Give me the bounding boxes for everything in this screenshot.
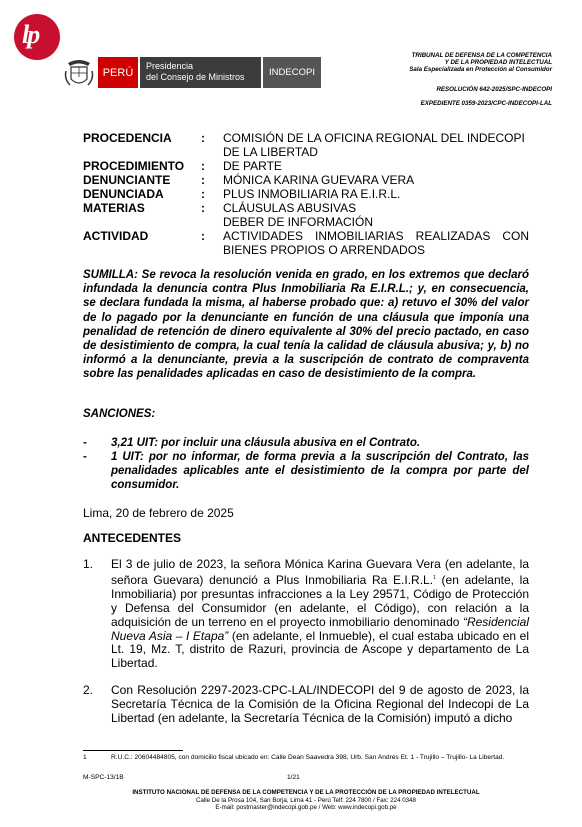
- materia-2: DEBER DE INFORMACIÓN: [223, 215, 374, 229]
- paragraph-text: [111, 558, 529, 671]
- pcm-line1: Presidencia: [146, 61, 194, 71]
- list-item: [83, 450, 529, 492]
- paragraph-text-a: El 3 de julio de 2023, la señora Mónica Karina Guevara Vera (en adelante, la señora Guevara) denunció a Plus Inmobiliaria Ra E.I.R.L.: [111, 557, 529, 587]
- meta-label: ACTIVIDAD: [83, 229, 149, 243]
- footnote-ref[interactable]: 1: [433, 574, 436, 581]
- meta-label: PROCEDIMIENTO: [83, 159, 185, 173]
- paragraph-2: [83, 684, 529, 726]
- tribunal-line2: Y DE LA PROPIEDAD INTELECTUAL: [444, 59, 552, 67]
- paragraph-number: 1.: [83, 557, 94, 571]
- meta-value: ACTIVIDADES INMOBILIARIAS REALIZADAS CON BIENES PROPIOS O ARRENDADOS: [223, 229, 529, 257]
- meta-row-procedencia: [83, 131, 529, 159]
- lp-logo: [14, 14, 60, 60]
- footnote-text: R.U.C.: 20604484805, con domicilio fiscal ubicado en: Calle Dean Saavedra 398, Urb. San Andrés Et. 1 - Trujillo – Trujillo- La Libertad.: [111, 754, 505, 761]
- pcm-line2: del Consejo de Ministros: [146, 72, 245, 82]
- indecopi-label: INDECOPI: [263, 57, 321, 88]
- meta-colon: :: [201, 131, 205, 145]
- paragraph-text-b: (en adelante, la Inmobiliaria) por presuntas infracciones a la Ley 29571, Código de Protección y Defensa del Consumidor (en adelante, el Código), con relación a la adquisición de un terreno en el proyecto inmobiliario denominado: [111, 572, 530, 629]
- meta-colon: :: [201, 229, 205, 243]
- meta-label: PROCEDENCIA: [83, 131, 172, 145]
- peru-label: PERÚ: [98, 57, 138, 88]
- meta-label: MATERIAS: [83, 201, 145, 215]
- meta-row-procedimiento: [83, 159, 529, 173]
- footer-institution: INSTITUTO NACIONAL DE DEFENSA DE LA COMPETENCIA Y DE LA PROTECCIÓN DE LA PROPIEDAD INTELECTUAL: [132, 789, 480, 796]
- footer-contact: E-mail: postmaster@indecopi.gob.pe / Web: www.indecopi.gob.pe: [215, 804, 397, 812]
- lp-logo-text: lp: [22, 20, 39, 49]
- sanciones-list: [83, 436, 529, 492]
- paragraph-text: Con Resolución 2297-2023-CPC-LAL/INDECOPI del 9 de agosto de 2023, la Secretaría Técnica de la Comisión de la Oficina Regional del Indecopi de La Libertad (en adelante, la Secretaría Técnica de la Comisión) imputó a dicho: [111, 683, 529, 725]
- meta-colon: :: [201, 201, 205, 215]
- document-date: Lima, 20 de febrero de 2025: [83, 506, 234, 520]
- meta-row-materias: [83, 201, 529, 229]
- case-metadata: [83, 131, 529, 257]
- meta-label: DENUNCIANTE: [83, 173, 171, 187]
- list-dash: -: [83, 437, 87, 449]
- meta-colon: :: [201, 173, 205, 187]
- meta-label: DENUNCIADA: [83, 187, 164, 201]
- footnote-divider: [83, 750, 183, 751]
- peru-coat-of-arms-icon: [64, 57, 94, 89]
- list-text: 1 UIT: por no informar, de forma previa a la suscripción del Contrato, las penalidades aplicables ante el desistimiento de la compra por parte del consumidor.: [111, 451, 529, 491]
- resolucion-number: RESOLUCIÓN 642-2025/SPC-INDECOPI: [436, 86, 552, 93]
- antecedentes-heading: ANTECEDENTES: [83, 531, 182, 545]
- sala-line: Sala Especializada en Protección al Consumidor: [409, 66, 552, 74]
- list-item: [83, 436, 529, 450]
- page-number: 1/21: [287, 774, 300, 781]
- meta-value: [223, 201, 529, 229]
- meta-value: DE PARTE: [223, 159, 282, 173]
- sumilla: SUMILLA: Se revoca la resolución venida en grado, en los extremos que declaró infundada la denuncia contra Plus Inmobiliaria Ra E.I.R.L.; y, en consecuencia, se declara fundada la misma, al haberse probado que: a) retuvo el 30% del valor de lo pagado por la denunciante en función de una cláusula que imponía una penalidad de retención de dinero equivalente al 30% del precio pactado, en caso de desistimiento de compra, la cual tenía la calidad de cláusula abusiva; y, b) no informó a la denunciante, previa a la suscripción de contrato de compraventa sobre las penalidades aplicadas en caso de desistimiento de la compra.: [83, 269, 529, 381]
- materia-1: CLÁUSULAS ABUSIVAS: [223, 201, 357, 215]
- expediente-number: EXPEDIENTE 0359-2023/CPC-INDECOPI-LAL: [420, 100, 552, 107]
- pcm-label: [140, 57, 261, 88]
- meta-row-actividad: [83, 229, 529, 257]
- project-name: “Residencial Nueva Asia – I Etapa”: [111, 614, 529, 643]
- meta-value: COMISIÓN DE LA OFICINA REGIONAL DEL INDECOPI DE LA LIBERTAD: [223, 131, 525, 159]
- meta-row-denunciante: [83, 173, 529, 187]
- meta-row-denunciada: [83, 187, 529, 201]
- paragraph-text-c: (en adelante, el Inmueble), el cual estaba ubicado en el Lt. 19, Mz. T, distrito de Razuri, provincia de Ascope y departamento de La Libertad.: [111, 628, 529, 671]
- footer-address: Calle De la Prosa 104, San Borja, Lima 41 - Perú Telf: 224 7800 / Fax: 224 0348: [195, 796, 417, 804]
- tribunal-line1: TRIBUNAL DE DEFENSA DE LA COMPETENCIA: [411, 52, 552, 59]
- meta-colon: :: [201, 187, 205, 201]
- page-footer: [83, 789, 529, 812]
- tribunal-heading: [342, 52, 552, 74]
- footnote: [83, 754, 529, 762]
- meta-value: MÓNICA KARINA GUEVARA VERA: [223, 173, 415, 187]
- meta-colon: :: [201, 159, 205, 173]
- sanciones-heading: SANCIONES:: [83, 408, 156, 420]
- paragraph-1: [83, 558, 529, 671]
- form-code: M-SPC-13/1B: [83, 774, 124, 781]
- footnote-number: 1: [83, 754, 87, 761]
- list-dash: -: [83, 451, 87, 463]
- paragraph-number: 2.: [83, 683, 94, 697]
- list-text: 3,21 UIT: por incluir una cláusula abusiva en el Contrato.: [111, 437, 421, 449]
- meta-value: PLUS INMOBILIARIA RA E.I.R.L.: [223, 187, 401, 201]
